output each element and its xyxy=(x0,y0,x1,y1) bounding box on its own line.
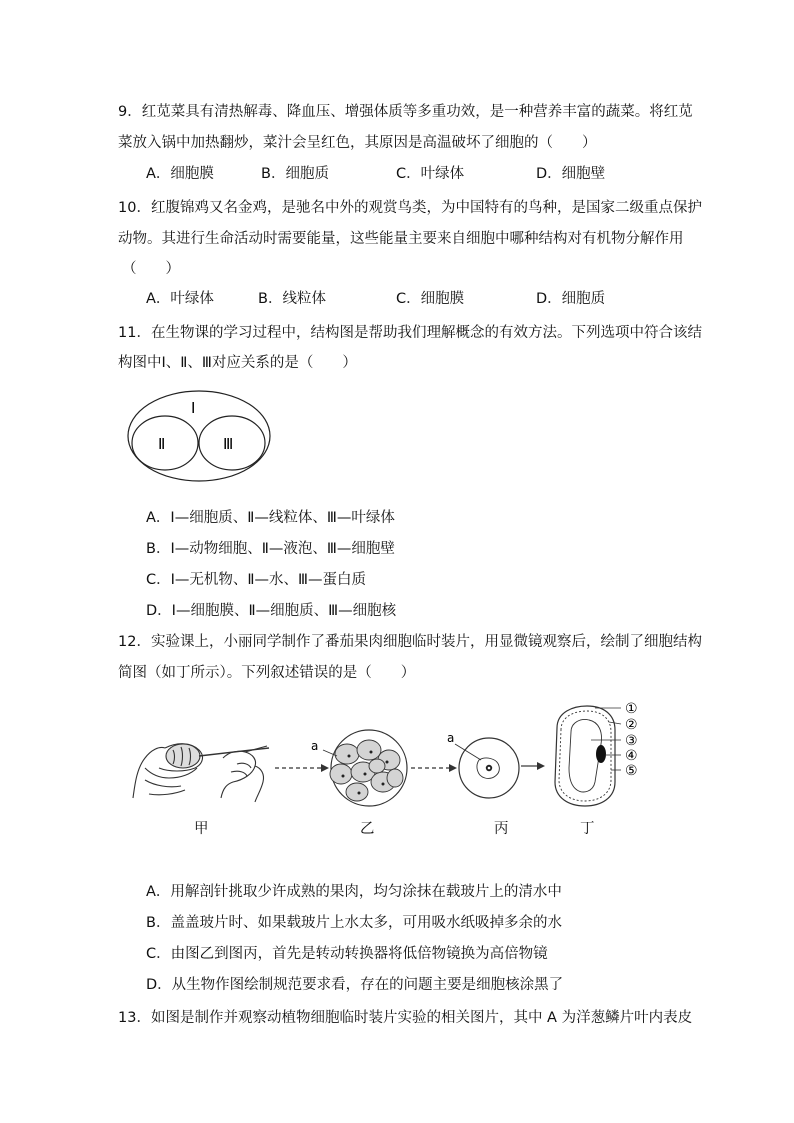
q11-option-b[interactable]: B．Ⅰ—动物细胞、Ⅱ—液泡、Ⅲ—细胞壁 xyxy=(146,541,395,557)
q9-stem-line1: 9．红苋菜具有清热解毒、降血压、增强体质等多重功效，是一种营养丰富的蔬菜。将红苋 xyxy=(118,104,693,120)
q11-concept-diagram xyxy=(125,388,275,486)
label-num-1: ① xyxy=(625,701,638,717)
q11-stem-line2: 构图中Ⅰ、Ⅱ、Ⅲ对应关系的是（ ） xyxy=(118,355,357,371)
q9-option-c[interactable]: C．叶绿体 xyxy=(396,166,465,182)
label-a-bing: a xyxy=(447,731,455,745)
caption-yi: 乙 xyxy=(360,821,375,837)
q10-option-b[interactable]: B．线粒体 xyxy=(258,291,326,307)
arrow-jia-to-yi xyxy=(275,764,329,772)
outer-ellipse xyxy=(128,391,270,481)
q12-experiment-figure xyxy=(125,698,665,808)
q9-stem-line2: 菜放入锅中加热翻炒，菜汁会呈红色，其原因是高温破坏了细胞的（ ） xyxy=(118,135,597,151)
q12-option-c[interactable]: C．由图乙到图丙，首先是转动转换器将低倍物镜换为高倍物镜 xyxy=(146,946,548,962)
caption-bing: 丙 xyxy=(494,821,509,837)
q11-option-d[interactable]: D．Ⅰ—细胞膜、Ⅱ—细胞质、Ⅲ—细胞核 xyxy=(146,603,397,619)
q10-option-c[interactable]: C．细胞膜 xyxy=(396,291,465,307)
q12-option-d[interactable]: D．从生物作图绘制规范要求看，存在的问题主要是细胞核涂黑了 xyxy=(146,977,564,993)
q10-stem-line2: 动物。其进行生命活动时需要能量，这些能量主要来自细胞中哪种结构对有机物分解作用 xyxy=(118,231,684,247)
figure-bing-field xyxy=(447,731,519,798)
label-num-3: ③ xyxy=(625,733,638,749)
q10-stem-line1: 10．红腹锦鸡又名金鸡，是驰名中外的观赏鸟类，为中国特有的鸟种，是国家二级重点保护 xyxy=(118,200,702,216)
q11-option-a[interactable]: A．Ⅰ—细胞质、Ⅱ—线粒体、Ⅲ—叶绿体 xyxy=(146,510,395,526)
q12-option-a[interactable]: A．用解剖针挑取少许成熟的果肉，均匀涂抹在载玻片上的清水中 xyxy=(146,884,562,900)
label-a-yi: a xyxy=(311,739,319,753)
figure-ding-cell xyxy=(555,706,615,806)
label-num-2: ② xyxy=(625,717,638,733)
q11-stem-line1: 11．在生物课的学习过程中，结构图是帮助我们理解概念的有效方法。下列选项中符合该结 xyxy=(118,325,702,341)
q12-stem-line1: 12．实验课上，小丽同学制作了番茄果肉细胞临时装片，用显微镜观察后，绘制了细胞结构 xyxy=(118,634,702,650)
caption-jia: 甲 xyxy=(194,821,209,837)
label-outer: Ⅰ xyxy=(191,399,196,417)
q12-option-b[interactable]: B．盖盖玻片时、如果载玻片上水太多，可用吸水纸吸掉多余的水 xyxy=(146,915,562,931)
q9-option-d[interactable]: D．细胞壁 xyxy=(536,166,606,182)
label-num-5: ⑤ xyxy=(625,763,638,779)
q11-option-c[interactable]: C．Ⅰ—无机物、Ⅱ—水、Ⅲ—蛋白质 xyxy=(146,572,367,588)
q12-stem-line2: 简图（如丁所示）。下列叙述错误的是（ ） xyxy=(118,665,416,681)
q10-stem-line3: （ ） xyxy=(122,261,180,277)
q10-option-d[interactable]: D．细胞质 xyxy=(536,291,606,307)
arrow-yi-to-bing xyxy=(411,764,457,772)
q9-option-b[interactable]: B．细胞质 xyxy=(261,166,329,182)
caption-ding: 丁 xyxy=(580,821,595,837)
label-num-4: ④ xyxy=(625,748,638,764)
label-right: Ⅲ xyxy=(223,435,234,453)
q9-option-a[interactable]: A．细胞膜 xyxy=(146,166,214,182)
figure-jia-hands xyxy=(133,744,269,802)
q10-option-a[interactable]: A．叶绿体 xyxy=(146,291,214,307)
label-left: Ⅱ xyxy=(158,435,166,453)
q13-stem-line1: 13．如图是制作并观察动植物细胞临时装片实验的相关图片，其中 A 为洋葱鳞片叶内表皮 xyxy=(118,1010,693,1026)
arrow-bing-to-ding xyxy=(521,762,545,770)
